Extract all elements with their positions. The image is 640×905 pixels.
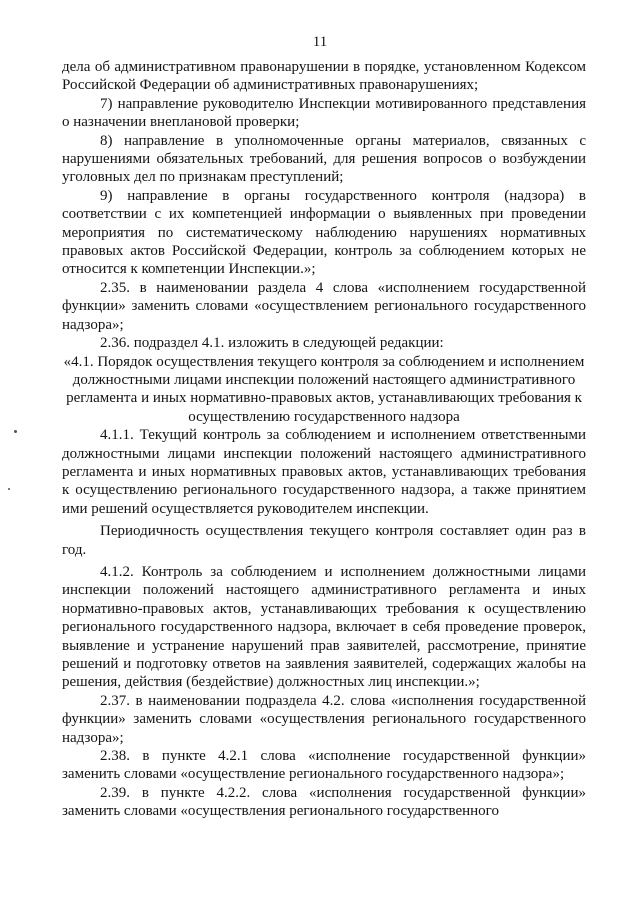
paragraph-periodicity: Периодичность осуществления текущего контроля составляет один раз в год. xyxy=(62,523,586,558)
paragraph-item-7: 7) направление руководителю Инспекции мотивированного представления о назначении внеплановой проверки; xyxy=(62,95,586,131)
paragraph-4-1-1: 4.1.1. Текущий контроль за соблюдением и исполнением ответственными должностными лицами инспекции положений настоящего административного регламента и иных нормативных правовых актов, устанавливающих требования к осуществлению регионального государственного надзора, а также принятием ими решений осуществляется руководителем инспекции. xyxy=(62,427,586,517)
scan-speck xyxy=(8,488,10,490)
page-number: 11 xyxy=(312,34,328,50)
scan-speck xyxy=(14,430,17,433)
section-heading-4-1: «4.1. Порядок осуществления текущего контроля за соблюдением и исполнением должностными лицами инспекции положений настоящего административного регламента и иных нормативно-правовых актов, устанавливающих требования к осуществлению государственного надзора xyxy=(63,353,585,425)
paragraph-2-36: 2.36. подраздел 4.1. изложить в следующей редакции: xyxy=(100,335,444,352)
document-body xyxy=(62,58,586,821)
paragraph-2-39: 2.39. в пункте 4.2.2. слова «исполнения государственной функции» заменить словами «осуществления регионального государственного xyxy=(62,784,586,820)
paragraph-item-9: 9) направление в органы государственного контроля (надзора) в соответствии с их компетенцией информации о выявленных при проведении мероприятия по систематическому наблюдению нарушениях нормативных правовых актов Российской Федерации, контроль за соблюдением которых не относится к компетенции Инспекции.»; xyxy=(62,187,586,278)
paragraph-item-8: 8) направление в уполномоченные органы материалов, связанных с нарушениями обязательных требований, для решения вопросов о возбуждении уголовных дел по признакам преступлений; xyxy=(62,132,586,186)
paragraph-2-37: 2.37. в наименовании подраздела 4.2. слова «исполнения государственной функции» заменить словами «осуществления регионального государственного надзора»; xyxy=(62,692,586,746)
paragraph-4-1-2: 4.1.2. Контроль за соблюдением и исполнением должностными лицами инспекции положений настоящего административного регламента и иных нормативно-правовых актов, устанавливающих требования к осуществлению регионального государственного надзора, включает в себя проведение проверок, выявление и устранение нарушений прав заявителей, рассмотрение, принятие решений и подготовку ответов на заявления заявителей, содержащих жалобы на решения, действия (бездействие) должностных лиц инспекции.»; xyxy=(62,563,586,691)
paragraph-continuation: дела об административном правонарушении в порядке, установленном Кодексом Российской Федерации об административных правонарушениях; xyxy=(62,59,586,94)
paragraph-2-38: 2.38. в пункте 4.2.1 слова «исполнение государственной функции» заменить словами «осуществление регионального государственного надзора»; xyxy=(62,748,586,783)
paragraph-2-35: 2.35. в наименовании раздела 4 слова «исполнением государственной функции» заменить словами «осуществлением регионального государственного надзора»; xyxy=(62,279,586,333)
